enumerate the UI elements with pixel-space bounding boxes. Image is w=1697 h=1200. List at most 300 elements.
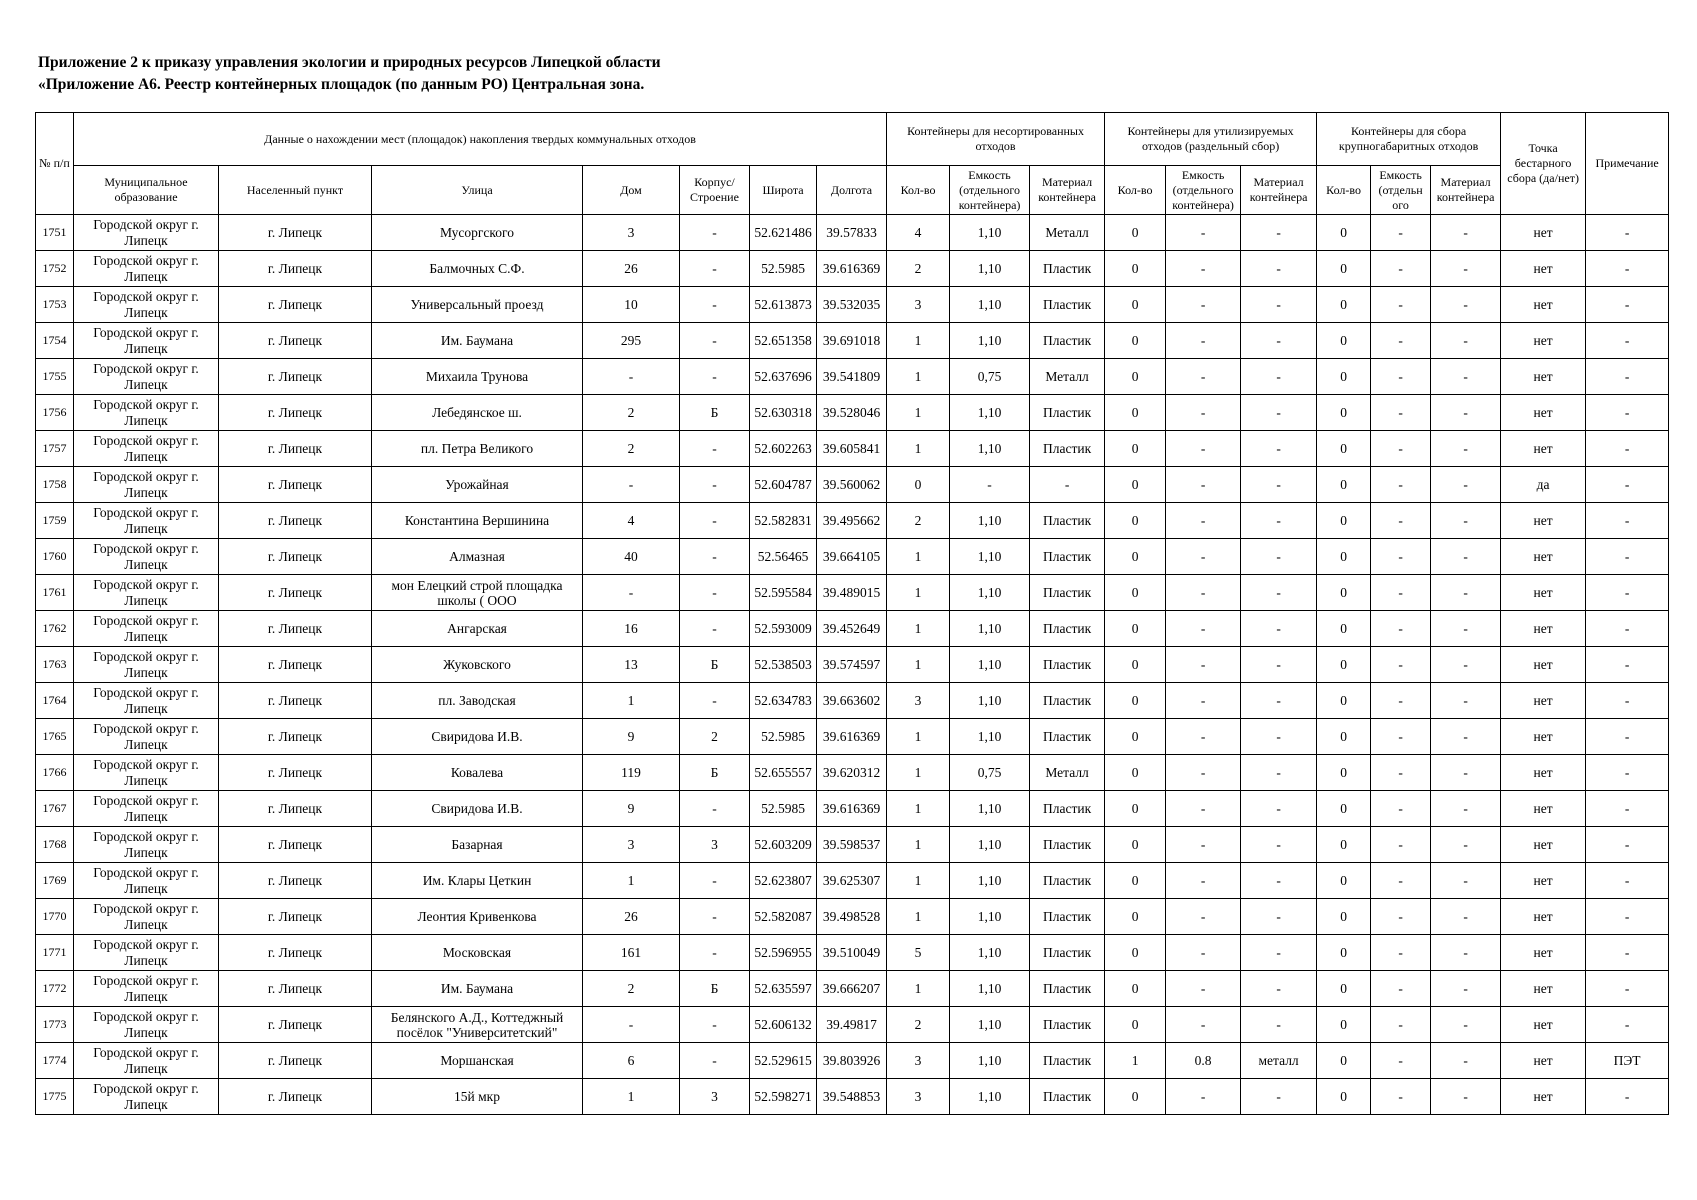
cell-unsorted-capacity: 1,10	[950, 575, 1030, 611]
cell-building: -	[680, 611, 750, 647]
cell-recycle-material: -	[1241, 503, 1317, 539]
cell-unsorted-material: Пластик	[1030, 791, 1105, 827]
cell-recycle-material: -	[1241, 287, 1317, 323]
cell-unsorted-capacity: 1,10	[950, 971, 1030, 1007]
cell-lat: 52.529615	[750, 1043, 817, 1079]
cell-recycle-count: 0	[1105, 1079, 1166, 1115]
cell-bulk-point: нет	[1501, 431, 1586, 467]
cell-recycle-material: -	[1241, 935, 1317, 971]
cell-unsorted-count: 1	[887, 359, 950, 395]
cell-house: -	[583, 467, 680, 503]
cell-lat: 52.56465	[750, 539, 817, 575]
table-row	[36, 431, 1669, 467]
cell-building: -	[680, 539, 750, 575]
cell-unsorted-count: 2	[887, 1007, 950, 1043]
cell-building: Б	[680, 971, 750, 1007]
cell-unsorted-material: Металл	[1030, 359, 1105, 395]
cell-note: -	[1586, 863, 1669, 899]
cell-lon: 39.691018	[817, 323, 887, 359]
cell-unsorted-count: 3	[887, 287, 950, 323]
cell-bulky-material: -	[1431, 1079, 1501, 1115]
col-header-unsorted-material: Материал контейнера	[1030, 166, 1105, 215]
cell-recycle-capacity: -	[1166, 575, 1241, 611]
cell-recycle-capacity: -	[1166, 863, 1241, 899]
cell-building: -	[680, 251, 750, 287]
cell-lat: 52.651358	[750, 323, 817, 359]
cell-unsorted-count: 1	[887, 647, 950, 683]
cell-unsorted-count: 5	[887, 935, 950, 971]
cell-num: 1751	[36, 215, 74, 251]
title-line-2: «Приложение А6. Реестр контейнерных площадок (по данным РО) Центральная зона.	[38, 76, 645, 93]
cell-settlement: г. Липецк	[219, 863, 372, 899]
cell-lat: 52.602263	[750, 431, 817, 467]
cell-bulk-point: да	[1501, 467, 1586, 503]
header-row-groups	[36, 113, 1669, 166]
cell-building: -	[680, 1007, 750, 1043]
cell-street: Лебедянское ш.	[372, 395, 583, 431]
cell-note: -	[1586, 251, 1669, 287]
cell-bulky-count: 0	[1317, 251, 1371, 287]
cell-unsorted-material: Пластик	[1030, 503, 1105, 539]
cell-recycle-material: -	[1241, 971, 1317, 1007]
table-row	[36, 935, 1669, 971]
cell-municipality: Городской округ г. Липецк	[74, 683, 219, 719]
cell-recycle-material: металл	[1241, 1043, 1317, 1079]
cell-house: 3	[583, 215, 680, 251]
cell-note: -	[1586, 287, 1669, 323]
cell-lon: 39.620312	[817, 755, 887, 791]
table-row	[36, 215, 1669, 251]
cell-bulky-capacity: -	[1371, 575, 1431, 611]
cell-house: 2	[583, 971, 680, 1007]
cell-unsorted-count: 1	[887, 431, 950, 467]
cell-num: 1774	[36, 1043, 74, 1079]
cell-num: 1763	[36, 647, 74, 683]
cell-bulky-count: 0	[1317, 1007, 1371, 1043]
cell-street: пл. Заводская	[372, 683, 583, 719]
col-header-num: № п/п	[36, 113, 74, 215]
cell-unsorted-material: Пластик	[1030, 611, 1105, 647]
cell-recycle-material: -	[1241, 215, 1317, 251]
cell-recycle-count: 0	[1105, 683, 1166, 719]
col-header-note: Примечание	[1586, 113, 1669, 215]
cell-unsorted-count: 1	[887, 971, 950, 1007]
cell-bulky-capacity: -	[1371, 827, 1431, 863]
cell-settlement: г. Липецк	[219, 647, 372, 683]
cell-bulky-count: 0	[1317, 503, 1371, 539]
cell-house: 9	[583, 791, 680, 827]
cell-settlement: г. Липецк	[219, 611, 372, 647]
cell-settlement: г. Липецк	[219, 395, 372, 431]
cell-settlement: г. Липецк	[219, 1007, 372, 1043]
title-line-1: Приложение 2 к приказу управления экологии и природных ресурсов Липецкой области	[38, 54, 661, 71]
cell-building: -	[680, 323, 750, 359]
cell-unsorted-count: 0	[887, 467, 950, 503]
cell-bulky-capacity: -	[1371, 1007, 1431, 1043]
cell-street: Белянского А.Д., Коттеджный посёлок "Университетский"	[372, 1007, 583, 1043]
cell-unsorted-capacity: -	[950, 467, 1030, 503]
cell-bulky-count: 0	[1317, 647, 1371, 683]
cell-bulky-capacity: -	[1371, 539, 1431, 575]
cell-unsorted-material: Пластик	[1030, 1079, 1105, 1115]
cell-bulky-capacity: -	[1371, 647, 1431, 683]
cell-street: Мусоргского	[372, 215, 583, 251]
cell-building: -	[680, 431, 750, 467]
cell-bulky-count: 0	[1317, 215, 1371, 251]
table-row	[36, 683, 1669, 719]
cell-bulky-material: -	[1431, 467, 1501, 503]
cell-bulky-material: -	[1431, 575, 1501, 611]
cell-unsorted-count: 4	[887, 215, 950, 251]
cell-unsorted-capacity: 1,10	[950, 863, 1030, 899]
cell-settlement: г. Липецк	[219, 1043, 372, 1079]
cell-bulky-material: -	[1431, 791, 1501, 827]
cell-bulky-material: -	[1431, 827, 1501, 863]
cell-municipality: Городской округ г. Липецк	[74, 467, 219, 503]
cell-unsorted-count: 1	[887, 539, 950, 575]
cell-recycle-material: -	[1241, 251, 1317, 287]
col-header-unsorted-count: Кол-во	[887, 166, 950, 215]
cell-bulk-point: нет	[1501, 935, 1586, 971]
cell-settlement: г. Липецк	[219, 827, 372, 863]
cell-unsorted-count: 3	[887, 1043, 950, 1079]
cell-lat: 52.5985	[750, 791, 817, 827]
cell-street: Московская	[372, 935, 583, 971]
cell-recycle-material: -	[1241, 539, 1317, 575]
cell-unsorted-capacity: 1,10	[950, 683, 1030, 719]
col-header-street: Улица	[372, 166, 583, 215]
cell-unsorted-material: Пластик	[1030, 1043, 1105, 1079]
cell-lat: 52.582831	[750, 503, 817, 539]
cell-recycle-count: 0	[1105, 323, 1166, 359]
cell-recycle-capacity: -	[1166, 539, 1241, 575]
cell-building: -	[680, 935, 750, 971]
cell-recycle-count: 0	[1105, 503, 1166, 539]
cell-unsorted-material: Пластик	[1030, 251, 1105, 287]
cell-unsorted-capacity: 1,10	[950, 503, 1030, 539]
cell-settlement: г. Липецк	[219, 503, 372, 539]
cell-recycle-material: -	[1241, 359, 1317, 395]
cell-unsorted-count: 1	[887, 611, 950, 647]
table-row	[36, 467, 1669, 503]
cell-unsorted-material: Металл	[1030, 755, 1105, 791]
cell-unsorted-material: Пластик	[1030, 539, 1105, 575]
cell-bulk-point: нет	[1501, 215, 1586, 251]
cell-unsorted-capacity: 1,10	[950, 827, 1030, 863]
cell-bulky-capacity: -	[1371, 971, 1431, 1007]
cell-house: 295	[583, 323, 680, 359]
cell-building: -	[680, 683, 750, 719]
cell-unsorted-material: -	[1030, 467, 1105, 503]
cell-street: Им. Клары Цеткин	[372, 863, 583, 899]
cell-bulky-count: 0	[1317, 1079, 1371, 1115]
cell-recycle-capacity: -	[1166, 215, 1241, 251]
cell-bulky-count: 0	[1317, 791, 1371, 827]
cell-lat: 52.623807	[750, 863, 817, 899]
cell-lon: 39.664105	[817, 539, 887, 575]
cell-lon: 39.49817	[817, 1007, 887, 1043]
cell-note: -	[1586, 1079, 1669, 1115]
cell-bulky-count: 0	[1317, 539, 1371, 575]
cell-municipality: Городской округ г. Липецк	[74, 863, 219, 899]
cell-building: -	[680, 791, 750, 827]
cell-num: 1772	[36, 971, 74, 1007]
cell-bulky-count: 0	[1317, 863, 1371, 899]
cell-house: 13	[583, 647, 680, 683]
cell-settlement: г. Липецк	[219, 287, 372, 323]
cell-lon: 39.498528	[817, 899, 887, 935]
cell-lat: 52.635597	[750, 971, 817, 1007]
cell-bulky-material: -	[1431, 1007, 1501, 1043]
cell-recycle-capacity: -	[1166, 647, 1241, 683]
cell-num: 1765	[36, 719, 74, 755]
cell-house: 26	[583, 899, 680, 935]
cell-lon: 39.616369	[817, 251, 887, 287]
cell-bulky-capacity: -	[1371, 287, 1431, 323]
cell-recycle-capacity: -	[1166, 503, 1241, 539]
cell-note: -	[1586, 359, 1669, 395]
cell-municipality: Городской округ г. Липецк	[74, 395, 219, 431]
cell-bulk-point: нет	[1501, 611, 1586, 647]
cell-lon: 39.625307	[817, 863, 887, 899]
cell-recycle-material: -	[1241, 323, 1317, 359]
cell-note: -	[1586, 395, 1669, 431]
cell-bulk-point: нет	[1501, 683, 1586, 719]
cell-unsorted-capacity: 1,10	[950, 935, 1030, 971]
cell-street: Им. Баумана	[372, 323, 583, 359]
cell-bulk-point: нет	[1501, 647, 1586, 683]
table-row	[36, 791, 1669, 827]
cell-lon: 39.666207	[817, 971, 887, 1007]
cell-num: 1755	[36, 359, 74, 395]
table-row	[36, 647, 1669, 683]
cell-bulky-count: 0	[1317, 611, 1371, 647]
cell-recycle-count: 0	[1105, 467, 1166, 503]
cell-unsorted-count: 2	[887, 251, 950, 287]
cell-house: 26	[583, 251, 680, 287]
cell-municipality: Городской округ г. Липецк	[74, 899, 219, 935]
cell-bulky-count: 0	[1317, 431, 1371, 467]
cell-municipality: Городской округ г. Липецк	[74, 575, 219, 611]
cell-house: 6	[583, 1043, 680, 1079]
col-group-location: Данные о нахождении мест (площадок) накопления твердых коммунальных отходов	[74, 113, 887, 166]
cell-house: 40	[583, 539, 680, 575]
cell-bulky-material: -	[1431, 539, 1501, 575]
cell-num: 1775	[36, 1079, 74, 1115]
cell-note: -	[1586, 503, 1669, 539]
cell-settlement: г. Липецк	[219, 1079, 372, 1115]
cell-note: -	[1586, 431, 1669, 467]
cell-street: Свиридова И.В.	[372, 719, 583, 755]
cell-street: Михаила Трунова	[372, 359, 583, 395]
cell-building: -	[680, 503, 750, 539]
cell-street: Базарная	[372, 827, 583, 863]
cell-recycle-capacity: 0.8	[1166, 1043, 1241, 1079]
cell-note: -	[1586, 971, 1669, 1007]
cell-lat: 52.593009	[750, 611, 817, 647]
cell-bulky-material: -	[1431, 899, 1501, 935]
cell-lon: 39.663602	[817, 683, 887, 719]
cell-lat: 52.5985	[750, 251, 817, 287]
col-header-unsorted-capacity: Емкость (отдельного контейнера)	[950, 166, 1030, 215]
cell-recycle-material: -	[1241, 1079, 1317, 1115]
cell-unsorted-material: Пластик	[1030, 647, 1105, 683]
cell-building: -	[680, 899, 750, 935]
cell-bulky-capacity: -	[1371, 215, 1431, 251]
cell-unsorted-material: Металл	[1030, 215, 1105, 251]
table-row	[36, 575, 1669, 611]
cell-lon: 39.489015	[817, 575, 887, 611]
table-row	[36, 863, 1669, 899]
cell-bulky-capacity: -	[1371, 503, 1431, 539]
cell-unsorted-capacity: 1,10	[950, 647, 1030, 683]
cell-recycle-capacity: -	[1166, 287, 1241, 323]
cell-street: Ковалева	[372, 755, 583, 791]
cell-num: 1758	[36, 467, 74, 503]
cell-building: -	[680, 287, 750, 323]
cell-lon: 39.616369	[817, 719, 887, 755]
cell-bulky-capacity: -	[1371, 611, 1431, 647]
cell-recycle-material: -	[1241, 575, 1317, 611]
cell-settlement: г. Липецк	[219, 683, 372, 719]
col-group-bulky: Контейнеры для сбора крупногабаритных отходов	[1317, 113, 1501, 166]
cell-unsorted-count: 1	[887, 395, 950, 431]
cell-recycle-count: 0	[1105, 431, 1166, 467]
cell-recycle-count: 0	[1105, 719, 1166, 755]
cell-bulky-material: -	[1431, 755, 1501, 791]
col-header-recycle-material: Материал контейнера	[1241, 166, 1317, 215]
cell-recycle-material: -	[1241, 467, 1317, 503]
col-header-bulky-material: Материал контейнера	[1431, 166, 1501, 215]
cell-settlement: г. Липецк	[219, 935, 372, 971]
cell-recycle-capacity: -	[1166, 1079, 1241, 1115]
cell-unsorted-material: Пластик	[1030, 323, 1105, 359]
cell-bulk-point: нет	[1501, 863, 1586, 899]
cell-unsorted-count: 1	[887, 899, 950, 935]
cell-lon: 39.528046	[817, 395, 887, 431]
cell-house: 2	[583, 395, 680, 431]
table-row	[36, 251, 1669, 287]
cell-num: 1753	[36, 287, 74, 323]
table-body	[36, 215, 1669, 1115]
cell-num: 1752	[36, 251, 74, 287]
cell-recycle-count: 0	[1105, 215, 1166, 251]
cell-unsorted-material: Пластик	[1030, 899, 1105, 935]
cell-street: Свиридова И.В.	[372, 791, 583, 827]
cell-lon: 39.532035	[817, 287, 887, 323]
cell-street: Леонтия Кривенкова	[372, 899, 583, 935]
col-header-municipality: Муниципальное образование	[74, 166, 219, 215]
cell-bulk-point: нет	[1501, 359, 1586, 395]
cell-recycle-capacity: -	[1166, 431, 1241, 467]
cell-lon: 39.803926	[817, 1043, 887, 1079]
cell-municipality: Городской округ г. Липецк	[74, 1079, 219, 1115]
cell-settlement: г. Липецк	[219, 359, 372, 395]
cell-street: мон Елецкий строй площадка школы ( ООО	[372, 575, 583, 611]
table-row	[36, 611, 1669, 647]
cell-building: Б	[680, 395, 750, 431]
cell-lat: 52.630318	[750, 395, 817, 431]
cell-lon: 39.560062	[817, 467, 887, 503]
cell-recycle-capacity: -	[1166, 359, 1241, 395]
cell-lat: 52.655557	[750, 755, 817, 791]
cell-lat: 52.604787	[750, 467, 817, 503]
cell-recycle-count: 0	[1105, 251, 1166, 287]
cell-unsorted-capacity: 1,10	[950, 539, 1030, 575]
cell-bulky-material: -	[1431, 863, 1501, 899]
table-row	[36, 719, 1669, 755]
cell-recycle-capacity: -	[1166, 611, 1241, 647]
cell-municipality: Городской округ г. Липецк	[74, 287, 219, 323]
cell-lat: 52.613873	[750, 287, 817, 323]
cell-recycle-count: 0	[1105, 827, 1166, 863]
cell-note: -	[1586, 467, 1669, 503]
cell-recycle-capacity: -	[1166, 719, 1241, 755]
cell-municipality: Городской округ г. Липецк	[74, 971, 219, 1007]
cell-lon: 39.510049	[817, 935, 887, 971]
cell-bulky-material: -	[1431, 323, 1501, 359]
cell-house: 2	[583, 431, 680, 467]
cell-bulk-point: нет	[1501, 719, 1586, 755]
cell-unsorted-count: 1	[887, 827, 950, 863]
cell-recycle-count: 0	[1105, 575, 1166, 611]
cell-recycle-count: 1	[1105, 1043, 1166, 1079]
cell-building: 2	[680, 719, 750, 755]
cell-unsorted-material: Пластик	[1030, 431, 1105, 467]
cell-recycle-material: -	[1241, 899, 1317, 935]
cell-municipality: Городской округ г. Липецк	[74, 719, 219, 755]
cell-recycle-count: 0	[1105, 611, 1166, 647]
cell-street: Константина Вершинина	[372, 503, 583, 539]
cell-unsorted-count: 1	[887, 791, 950, 827]
cell-recycle-material: -	[1241, 791, 1317, 827]
cell-settlement: г. Липецк	[219, 251, 372, 287]
cell-house: 10	[583, 287, 680, 323]
cell-street: Алмазная	[372, 539, 583, 575]
cell-street: Моршанская	[372, 1043, 583, 1079]
cell-recycle-material: -	[1241, 755, 1317, 791]
cell-bulk-point: нет	[1501, 1007, 1586, 1043]
cell-num: 1770	[36, 899, 74, 935]
cell-unsorted-count: 3	[887, 683, 950, 719]
table-row	[36, 539, 1669, 575]
cell-settlement: г. Липецк	[219, 467, 372, 503]
cell-settlement: г. Липецк	[219, 539, 372, 575]
cell-street: Ангарская	[372, 611, 583, 647]
cell-recycle-material: -	[1241, 1007, 1317, 1043]
cell-bulky-material: -	[1431, 683, 1501, 719]
cell-bulk-point: нет	[1501, 287, 1586, 323]
cell-recycle-count: 0	[1105, 899, 1166, 935]
cell-num: 1773	[36, 1007, 74, 1043]
col-header-lat: Широта	[750, 166, 817, 215]
cell-num: 1759	[36, 503, 74, 539]
cell-house: 16	[583, 611, 680, 647]
table-row	[36, 971, 1669, 1007]
cell-recycle-material: -	[1241, 719, 1317, 755]
cell-building: -	[680, 1043, 750, 1079]
cell-bulky-count: 0	[1317, 719, 1371, 755]
cell-note: -	[1586, 755, 1669, 791]
cell-bulky-count: 0	[1317, 575, 1371, 611]
cell-unsorted-capacity: 1,10	[950, 611, 1030, 647]
cell-unsorted-material: Пластик	[1030, 287, 1105, 323]
table-row	[36, 827, 1669, 863]
cell-unsorted-capacity: 1,10	[950, 323, 1030, 359]
cell-bulky-count: 0	[1317, 467, 1371, 503]
cell-building: Б	[680, 647, 750, 683]
cell-bulky-material: -	[1431, 935, 1501, 971]
